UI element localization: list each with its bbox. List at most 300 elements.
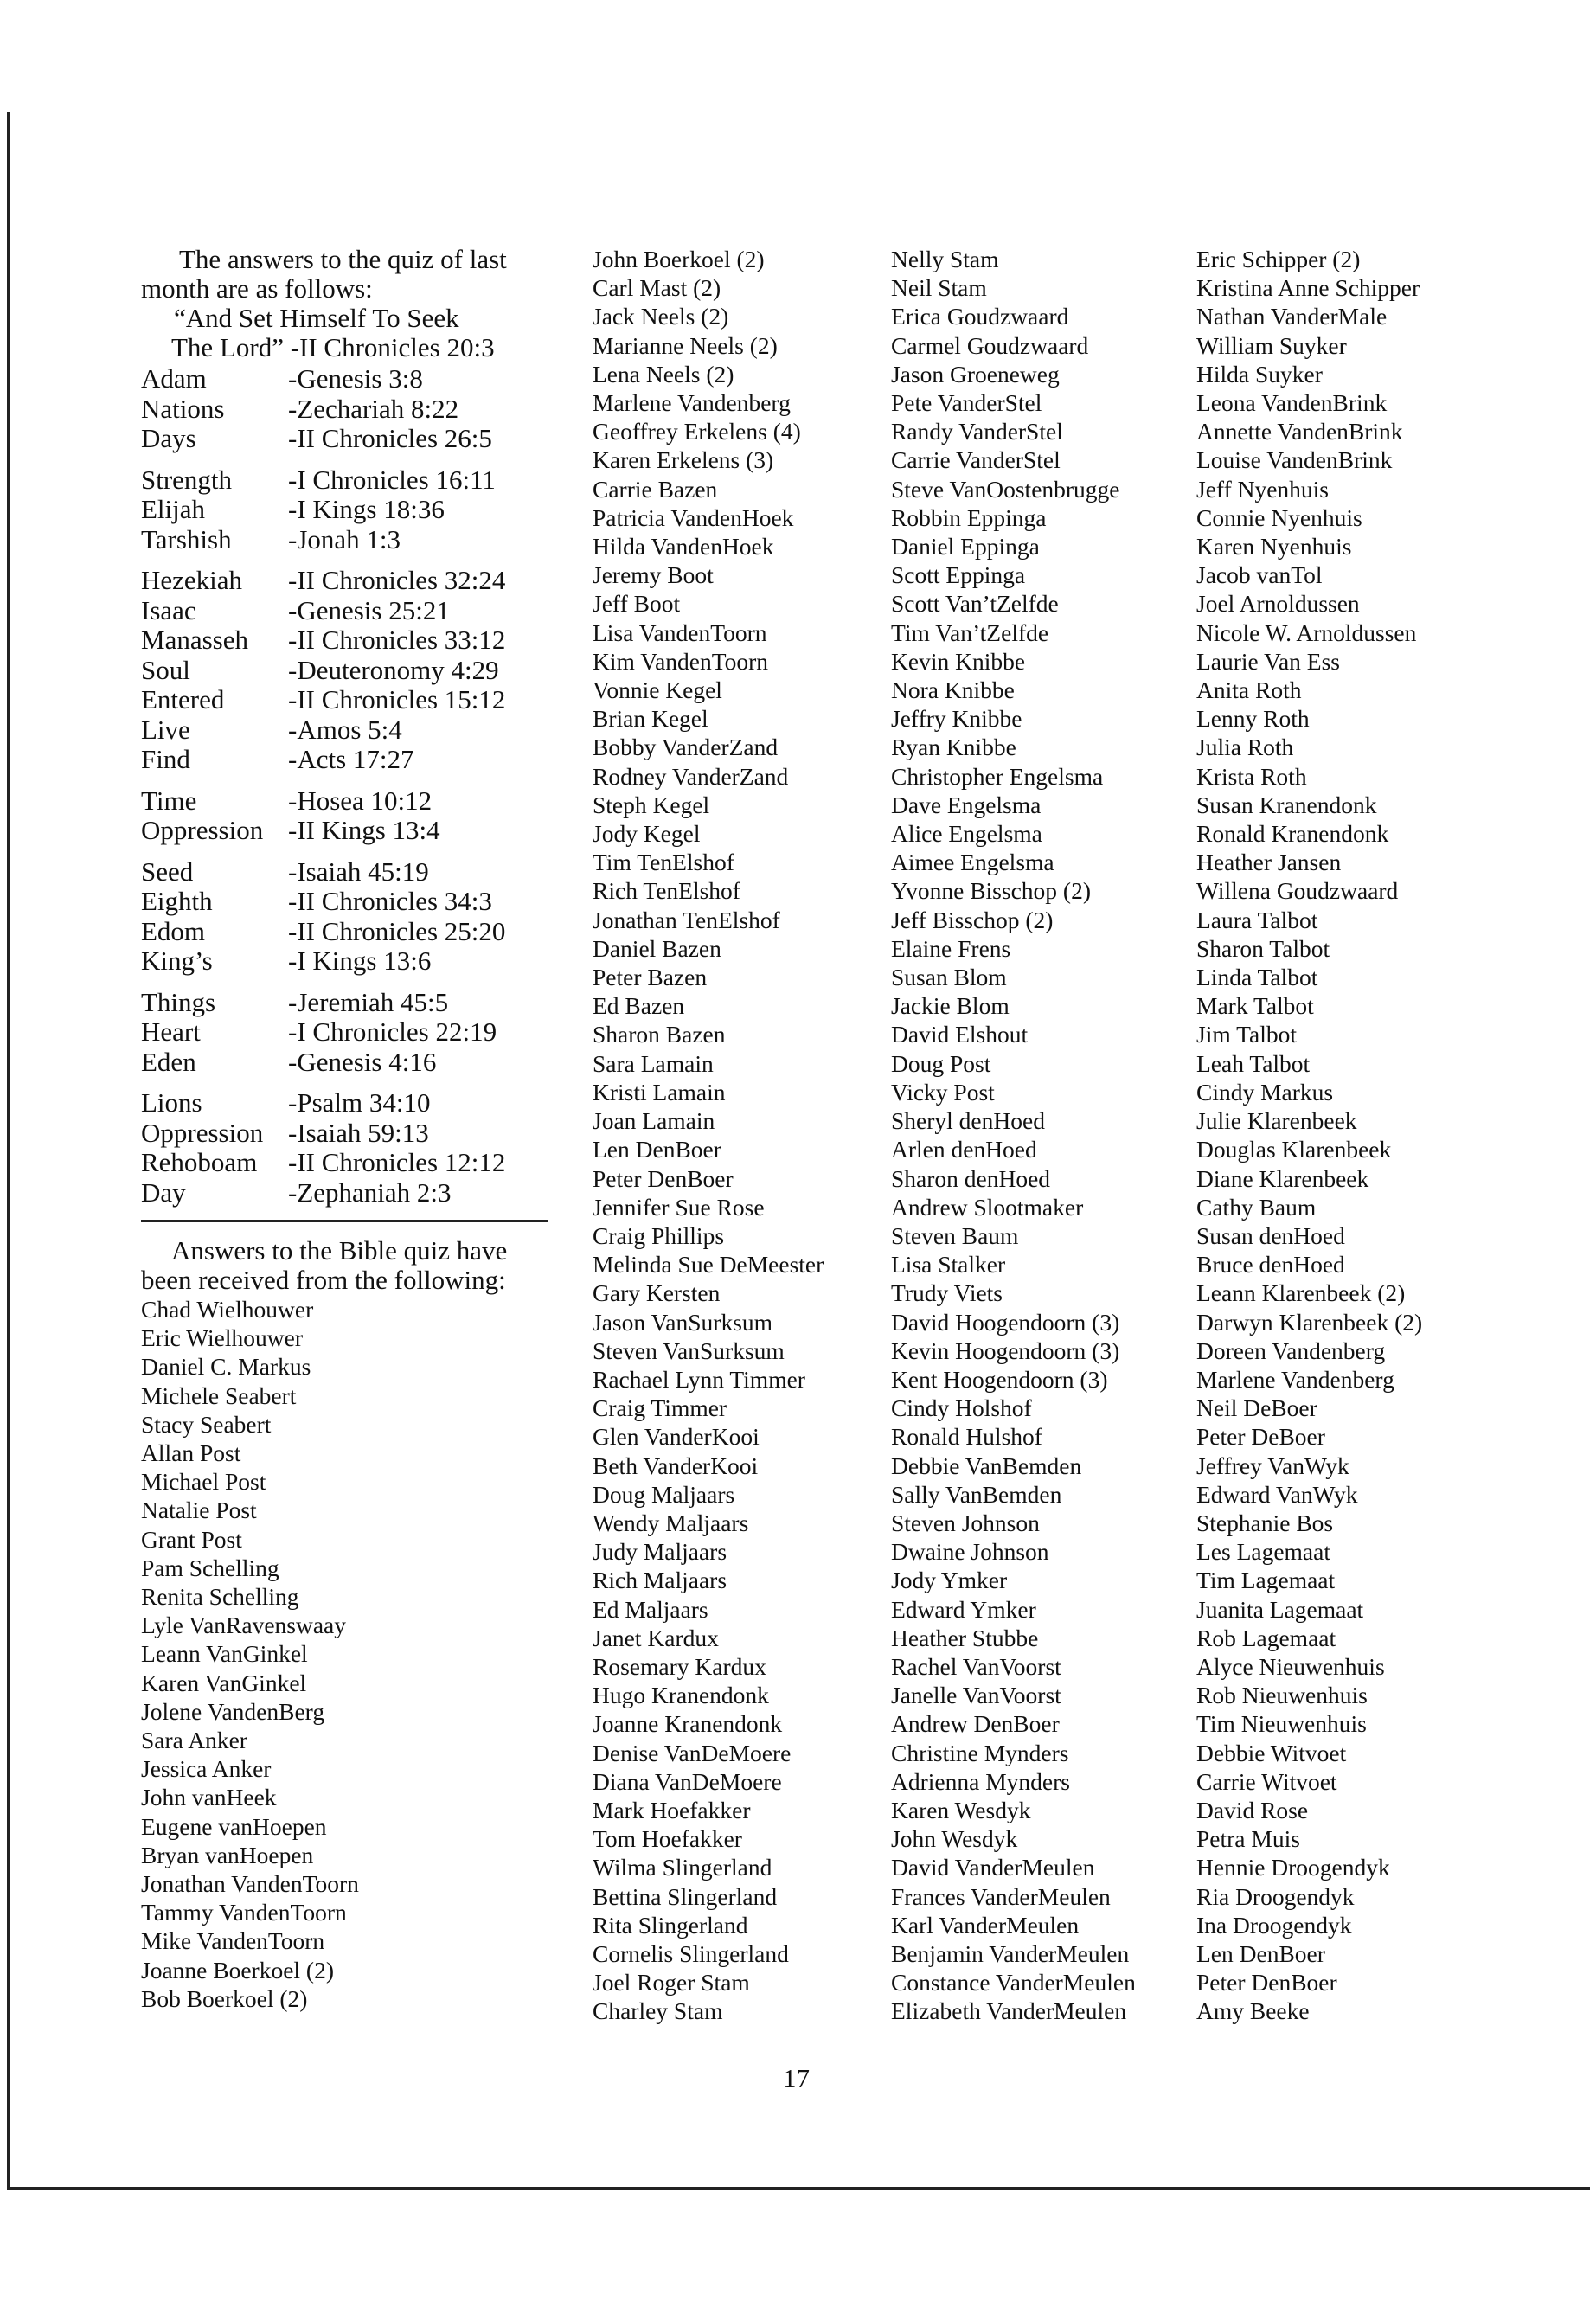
quiz-reference: -Genesis 25:21: [288, 594, 450, 625]
name-entry: Hennie Droogendyk: [1196, 1854, 1390, 1881]
name-entry: Christine Mynders: [891, 1739, 1069, 1766]
name-entry: Eric Schipper (2): [1196, 246, 1361, 272]
quiz-reference: -I Chronicles 16:11: [288, 464, 496, 495]
quiz-intro-line: The answers to the quiz of last: [179, 244, 507, 274]
name-entry: Craig Timmer: [593, 1394, 727, 1422]
name-entry: Len DenBoer: [1196, 1939, 1325, 1967]
name-entry: Mike VandenToorn: [141, 1927, 325, 1955]
name-entry: Erica Goudzwaard: [891, 303, 1069, 330]
name-entry: Ed Bazen: [593, 992, 685, 1020]
quiz-word: Days: [141, 423, 196, 453]
name-entry: Hilda Suyker: [1196, 360, 1323, 388]
name-entry: Rita Slingerland: [593, 1911, 748, 1939]
name-entry: Elaine Frens: [891, 934, 1011, 962]
name-entry: Allan Post: [141, 1439, 241, 1467]
name-entry: Jeff Bisschop (2): [891, 906, 1054, 933]
quiz-group: [141, 786, 556, 846]
name-entry: Laurie Van Ess: [1196, 647, 1340, 675]
name-entry: Charley Stam: [593, 1997, 723, 2025]
name-entry: Bettina Slingerland: [593, 1882, 778, 1910]
quiz-answer-row: [141, 857, 556, 888]
name-entry: Lyle VanRavenswaay: [141, 1612, 346, 1639]
name-entry: Lisa Stalker: [891, 1251, 1006, 1279]
name-entry: Nathan VanderMale: [1196, 303, 1388, 330]
name-entry: Rob Nieuwenhuis: [1196, 1682, 1368, 1709]
name-entry: Carmel Goudzwaard: [891, 331, 1089, 359]
name-entry: Neil DeBoer: [1196, 1394, 1317, 1422]
name-entry: Annette VandenBrink: [1196, 418, 1403, 445]
name-entry: Vicky Post: [891, 1078, 995, 1106]
quiz-word: Rehoboam: [141, 1147, 258, 1177]
name-entry: Christopher Engelsma: [891, 762, 1104, 790]
name-entry: Joan Lamain: [593, 1107, 715, 1135]
name-entry: Andrew DenBoer: [891, 1710, 1060, 1738]
quiz-reference: -Isaiah 59:13: [288, 1117, 429, 1148]
name-entry: Eric Wielhouwer: [141, 1324, 303, 1352]
name-entry: Daniel Bazen: [593, 934, 721, 962]
name-entry: Kristina Anne Schipper: [1196, 274, 1420, 302]
name-entry: Hilda VandenHoek: [593, 533, 774, 561]
quiz-reference: -II Chronicles 25:20: [288, 915, 506, 946]
name-entry: Rachel VanVoorst: [891, 1652, 1061, 1680]
quiz-answer-row: [141, 946, 556, 977]
name-entry: Peter DeBoer: [1196, 1423, 1325, 1451]
name-entry: Karen Erkelens (3): [593, 446, 774, 474]
name-entry: Susan denHoed: [1196, 1221, 1345, 1249]
name-entry: Trudy Viets: [891, 1279, 1003, 1307]
quiz-group: [141, 988, 556, 1078]
name-entry: Doreen Vandenberg: [1196, 1336, 1386, 1364]
name-entry: Joanne Boerkoel (2): [141, 1956, 334, 1984]
name-entry: Sharon Talbot: [1196, 934, 1330, 962]
quiz-reference: -Zechariah 8:22: [288, 393, 459, 424]
name-entry: Adrienna Mynders: [891, 1767, 1070, 1795]
quiz-answer-row: [141, 887, 556, 917]
name-entry: Bruce denHoed: [1196, 1251, 1345, 1279]
quiz-word: Edom: [141, 915, 206, 946]
quiz-reference: -Deuteronomy 4:29: [288, 654, 499, 685]
names-list-col3: [891, 245, 1136, 2026]
quiz-word: Oppression: [141, 815, 264, 845]
quiz-reference: -Hosea 10:12: [288, 785, 433, 816]
name-entry: Randy VanderStel: [891, 418, 1063, 445]
name-entry: Debbie Witvoet: [1196, 1739, 1347, 1766]
name-entry: Willena Goudzwaard: [1196, 877, 1399, 905]
name-entry: Ed Maljaars: [593, 1595, 708, 1623]
name-entry: Tom Hoefakker: [593, 1825, 742, 1853]
name-entry: Grant Post: [141, 1525, 242, 1553]
quiz-reference: -II Chronicles 12:12: [288, 1147, 506, 1177]
name-entry: Sharon Bazen: [593, 1021, 726, 1048]
name-entry: Elizabeth VanderMeulen: [891, 1997, 1127, 2025]
name-entry: Joanne Kranendonk: [593, 1710, 783, 1738]
name-entry: Stacy Seabert: [141, 1410, 272, 1438]
name-entry: Jonathan TenElshof: [593, 906, 780, 933]
name-entry: Ryan Knibbe: [891, 734, 1016, 761]
name-entry: Jason Groeneweg: [891, 360, 1060, 388]
name-entry: Brian Kegel: [593, 705, 708, 733]
quiz-answer-row: [141, 1118, 556, 1149]
name-entry: David VanderMeulen: [891, 1854, 1095, 1881]
name-entry: Sara Lamain: [593, 1049, 714, 1077]
name-entry: Jacob vanTol: [1196, 561, 1323, 589]
name-entry: Renita Schelling: [141, 1583, 299, 1611]
quiz-answer-row: [141, 625, 556, 656]
name-entry: Robbin Eppinga: [891, 503, 1047, 531]
name-entry: David Hoogendoorn (3): [891, 1308, 1120, 1336]
name-entry: Cornelis Slingerland: [593, 1939, 789, 1967]
quiz-word: Entered: [141, 684, 225, 715]
name-entry: Marianne Neels (2): [593, 331, 778, 359]
name-entry: Anita Roth: [1196, 676, 1302, 704]
name-entry: Leann VanGinkel: [141, 1640, 308, 1668]
name-entry: Lenny Roth: [1196, 705, 1310, 733]
quiz-word: Manasseh: [141, 625, 248, 655]
name-entry: Frances VanderMeulen: [891, 1882, 1111, 1910]
name-entry: Jody Kegel: [593, 820, 701, 848]
name-entry: Melinda Sue DeMeester: [593, 1251, 824, 1279]
name-entry: Beth VanderKooi: [593, 1452, 759, 1479]
name-entry: Sara Anker: [141, 1727, 247, 1754]
name-entry: Kevin Knibbe: [891, 647, 1026, 675]
name-entry: Steven Baum: [891, 1221, 1019, 1249]
name-entry: Nicole W. Arnoldussen: [1196, 619, 1417, 646]
name-entry: Patricia VandenHoek: [593, 503, 794, 531]
quiz-reference: -Psalm 34:10: [288, 1087, 431, 1118]
name-entry: David Rose: [1196, 1796, 1309, 1823]
name-entry: Susan Kranendonk: [1196, 791, 1377, 818]
quiz-reference: -II Chronicles 34:3: [288, 886, 492, 916]
name-entry: Steph Kegel: [593, 791, 710, 818]
name-entry: Julie Klarenbeek: [1196, 1107, 1357, 1135]
name-entry: Bryan vanHoepen: [141, 1841, 314, 1868]
name-entry: Lena Neels (2): [593, 360, 734, 388]
page-number: 17: [783, 2063, 810, 2093]
name-entry: Leah Talbot: [1196, 1049, 1311, 1077]
quiz-answer-row: [141, 364, 556, 394]
name-entry: Petra Muis: [1196, 1825, 1300, 1853]
quiz-word: Heart: [141, 1016, 201, 1047]
name-entry: Karl VanderMeulen: [891, 1911, 1080, 1939]
name-entry: Michael Post: [141, 1468, 266, 1496]
name-entry: Diane Klarenbeek: [1196, 1164, 1369, 1192]
name-entry: Ria Droogendyk: [1196, 1882, 1355, 1910]
answers-heading-line: Answers to the Bible quiz have: [171, 1235, 508, 1266]
quiz-intro: [141, 245, 556, 362]
name-entry: Jeff Boot: [593, 590, 681, 618]
name-entry: Jonathan VandenToorn: [141, 1870, 359, 1898]
name-entry: Doug Maljaars: [593, 1480, 735, 1508]
name-entry: Jason VanSurksum: [593, 1308, 773, 1336]
name-entry: Rich Maljaars: [593, 1567, 727, 1594]
name-entry: Nelly Stam: [891, 246, 999, 272]
quiz-answer-row: [141, 715, 556, 746]
name-entry: Linda Talbot: [1196, 964, 1318, 991]
name-entry: Janelle VanVoorst: [891, 1682, 1061, 1709]
name-entry: Juanita Lagemaat: [1196, 1595, 1364, 1623]
quiz-reference: -Jeremiah 45:5: [288, 986, 449, 1017]
name-entry: Steven VanSurksum: [593, 1336, 785, 1364]
name-entry: Janet Kardux: [593, 1624, 719, 1651]
name-entry: Mark Talbot: [1196, 992, 1314, 1020]
name-entry: Yvonne Bisschop (2): [891, 877, 1091, 905]
name-entry: Leona VandenBrink: [1196, 389, 1388, 417]
quiz-word: Things: [141, 986, 216, 1017]
name-entry: Cindy Markus: [1196, 1078, 1334, 1106]
name-entry: Joel Roger Stam: [593, 1969, 750, 1997]
name-entry: Sheryl denHoed: [891, 1107, 1045, 1135]
name-entry: Ronald Hulshof: [891, 1423, 1042, 1451]
name-entry: Marlene Vandenberg: [593, 389, 791, 417]
name-entry: Craig Phillips: [593, 1221, 725, 1249]
quiz-reference: -II Kings 13:4: [288, 815, 440, 845]
name-entry: Daniel Eppinga: [891, 533, 1040, 561]
name-entry: Benjamin VanderMeulen: [891, 1939, 1130, 1967]
name-entry: Neil Stam: [891, 274, 987, 302]
quiz-reference: -I Kings 18:36: [288, 494, 445, 524]
quiz-word: Lions: [141, 1087, 202, 1118]
quiz-answer-list: [141, 364, 556, 1208]
quiz-answer-row: [141, 424, 556, 454]
answers-heading: [141, 1236, 556, 1295]
name-entry: Glen VanderKooi: [593, 1423, 760, 1451]
name-entry: Pete VanderStel: [891, 389, 1042, 417]
name-entry: Bobby VanderZand: [593, 734, 779, 761]
name-entry: William Suyker: [1196, 331, 1347, 359]
quiz-answer-row: [141, 1017, 556, 1048]
name-entry: Dwaine Johnson: [891, 1538, 1049, 1566]
name-entry: Krista Roth: [1196, 762, 1307, 790]
names-list-col2: [593, 245, 824, 2026]
name-entry: Peter DenBoer: [1196, 1969, 1337, 1997]
name-entry: Rachael Lynn Timmer: [593, 1365, 805, 1393]
name-entry: Alyce Nieuwenhuis: [1196, 1652, 1385, 1680]
name-entry: Karen Wesdyk: [891, 1796, 1031, 1823]
quiz-group: [141, 364, 556, 454]
quiz-word: Hezekiah: [141, 565, 243, 595]
name-entry: Louise VandenBrink: [1196, 446, 1393, 474]
name-entry: Natalie Post: [141, 1497, 257, 1524]
quiz-word: Oppression: [141, 1117, 264, 1148]
quiz-answer-row: [141, 745, 556, 775]
name-entry: Laura Talbot: [1196, 906, 1318, 933]
quiz-word: Time: [141, 785, 197, 816]
name-entry: Cathy Baum: [1196, 1193, 1317, 1221]
quiz-group: [141, 857, 556, 977]
name-entry: Lisa VandenToorn: [593, 619, 767, 646]
name-entry: Denise VanDeMoere: [593, 1739, 792, 1766]
quiz-reference: -Genesis 4:16: [288, 1046, 437, 1077]
quiz-answer-row: [141, 596, 556, 626]
quiz-word: Find: [141, 744, 190, 774]
name-entry: Diana VanDeMoere: [593, 1767, 782, 1795]
quiz-reference: -I Kings 13:6: [288, 945, 432, 976]
name-entry: Jeffrey VanWyk: [1196, 1452, 1349, 1479]
quiz-answer-row: [141, 394, 556, 425]
quiz-group: [141, 1088, 556, 1208]
name-entry: Dave Engelsma: [891, 791, 1042, 818]
name-entry: Douglas Klarenbeek: [1196, 1136, 1392, 1163]
quiz-word: King’s: [141, 945, 213, 976]
name-entry: Tim Lagemaat: [1196, 1567, 1336, 1594]
name-entry: Carrie VanderStel: [891, 446, 1061, 474]
quiz-word: Elijah: [141, 494, 206, 524]
name-entry: Wendy Maljaars: [593, 1509, 749, 1536]
name-entry: Steve VanOostenbrugge: [891, 475, 1120, 503]
quiz-word: Seed: [141, 856, 194, 887]
names-list-col1: [141, 1295, 556, 2013]
name-entry: Carrie Bazen: [593, 475, 718, 503]
quiz-reference: -Zephaniah 2:3: [288, 1176, 452, 1208]
name-entry: Kent Hoogendoorn (3): [891, 1365, 1108, 1393]
name-entry: Eugene vanHoepen: [141, 1812, 327, 1840]
name-entry: Michele Seabert: [141, 1381, 297, 1409]
quiz-answer-row: [141, 1048, 556, 1078]
name-entry: Cindy Holshof: [891, 1394, 1032, 1422]
quiz-answer-row: [141, 656, 556, 686]
name-entry: Rich TenElshof: [593, 877, 740, 905]
name-entry: Steven Johnson: [891, 1509, 1040, 1536]
section-divider: [141, 1220, 548, 1222]
name-entry: Jody Ymker: [891, 1567, 1008, 1594]
quiz-reference: -II Chronicles 33:12: [288, 625, 506, 655]
name-entry: Gary Kersten: [593, 1279, 721, 1307]
quiz-answer-row: [141, 685, 556, 715]
name-entry: Stephanie Bos: [1196, 1509, 1334, 1536]
name-entry: Karen Nyenhuis: [1196, 533, 1352, 561]
name-entry: Arlen denHoed: [891, 1136, 1037, 1163]
name-entry: Heather Stubbe: [891, 1624, 1039, 1651]
quiz-word: Day: [141, 1176, 186, 1208]
quiz-reference: -Acts 17:27: [288, 744, 414, 774]
quiz-intro-line: The Lord” -II Chronicles 20:3: [171, 332, 495, 362]
column-quiz-answers: [141, 245, 556, 2013]
name-entry: Marlene Vandenberg: [1196, 1365, 1394, 1393]
name-entry: Scott Eppinga: [891, 561, 1026, 589]
quiz-reference: -II Chronicles 15:12: [288, 684, 506, 715]
name-entry: John Boerkoel (2): [593, 246, 765, 272]
quiz-answer-row: [141, 495, 556, 525]
quiz-reference: -Jonah 1:3: [288, 523, 401, 554]
name-entry: Leann Klarenbeek (2): [1196, 1279, 1406, 1307]
name-entry: Amy Beeke: [1196, 1997, 1310, 2025]
name-entry: Debbie VanBemden: [891, 1452, 1082, 1479]
name-entry: John vanHeek: [141, 1784, 277, 1811]
quiz-reference: -I Chronicles 22:19: [288, 1016, 497, 1047]
quiz-word: Strength: [141, 464, 233, 495]
name-entry: Les Lagemaat: [1196, 1538, 1330, 1566]
scan-border-top: [0, 0, 1596, 112]
quiz-intro-line: “And Set Himself To Seek: [174, 303, 459, 333]
name-entry: Kim VandenToorn: [593, 647, 769, 675]
quiz-word: Adam: [141, 363, 207, 394]
name-entry: Alice Engelsma: [891, 820, 1042, 848]
name-entry: Peter Bazen: [593, 964, 708, 991]
name-entry: Susan Blom: [891, 964, 1007, 991]
quiz-reference: -Amos 5:4: [288, 714, 402, 745]
name-entry: John Wesdyk: [891, 1825, 1018, 1853]
name-entry: Connie Nyenhuis: [1196, 503, 1362, 531]
name-entry: Jeffry Knibbe: [891, 705, 1022, 733]
name-entry: David Elshout: [891, 1021, 1029, 1048]
name-entry: Doug Post: [891, 1049, 991, 1077]
name-entry: Tim TenElshof: [593, 849, 734, 876]
quiz-word: Eighth: [141, 886, 213, 916]
names-list-col4: [1196, 245, 1422, 2026]
name-entry: Tim Van’tZelfde: [891, 619, 1049, 646]
quiz-group: [141, 465, 556, 555]
quiz-answer-row: [141, 988, 556, 1018]
quiz-answer-row: [141, 1088, 556, 1118]
name-entry: Kristi Lamain: [593, 1078, 726, 1106]
quiz-reference: -Genesis 3:8: [288, 363, 423, 394]
quiz-answer-row: [141, 1148, 556, 1178]
name-entry: Jackie Blom: [891, 992, 1010, 1020]
name-entry: Judy Maljaars: [593, 1538, 727, 1566]
quiz-answer-row: [141, 786, 556, 817]
name-entry: Geoffrey Erkelens (4): [593, 418, 801, 445]
quiz-word: Soul: [141, 654, 190, 685]
name-entry: Andrew Slootmaker: [891, 1193, 1084, 1221]
name-entry: Ronald Kranendonk: [1196, 820, 1389, 848]
name-entry: Carrie Witvoet: [1196, 1767, 1337, 1795]
name-entry: Daniel C. Markus: [141, 1353, 311, 1381]
quiz-answer-row: [141, 1178, 556, 1208]
name-entry: Scott Van’tZelfde: [891, 590, 1059, 618]
name-entry: Jeff Nyenhuis: [1196, 475, 1330, 503]
quiz-answer-row: [141, 816, 556, 846]
name-entry: Nora Knibbe: [891, 676, 1015, 704]
quiz-answer-row: [141, 566, 556, 596]
quiz-reference: -Isaiah 45:19: [288, 856, 429, 887]
name-entry: Chad Wielhouwer: [141, 1296, 314, 1323]
quiz-group: [141, 566, 556, 775]
quiz-word: Isaac: [141, 594, 196, 625]
quiz-reference: -II Chronicles 32:24: [288, 565, 506, 595]
name-entry: Sharon denHoed: [891, 1164, 1051, 1192]
name-entry: Heather Jansen: [1196, 849, 1342, 876]
name-entry: Peter DenBoer: [593, 1164, 734, 1192]
name-entry: Tammy VandenToorn: [141, 1899, 347, 1926]
quiz-word: Eden: [141, 1046, 196, 1077]
name-entry: Constance VanderMeulen: [891, 1969, 1136, 1997]
name-entry: Karen VanGinkel: [141, 1669, 307, 1696]
name-entry: Joel Arnoldussen: [1196, 590, 1360, 618]
name-entry: Rob Lagemaat: [1196, 1624, 1336, 1651]
name-entry: Jessica Anker: [141, 1755, 272, 1783]
name-entry: Hugo Kranendonk: [593, 1682, 769, 1709]
scan-border-bottom: [7, 2187, 1590, 2190]
name-entry: Ina Droogendyk: [1196, 1911, 1352, 1939]
name-entry: Jolene VandenBerg: [141, 1697, 325, 1725]
name-entry: Tim Nieuwenhuis: [1196, 1710, 1367, 1738]
name-entry: Edward Ymker: [891, 1595, 1036, 1623]
name-entry: Kevin Hoogendoorn (3): [891, 1336, 1120, 1364]
quiz-answer-row: [141, 525, 556, 555]
name-entry: Bob Boerkoel (2): [141, 1984, 308, 2012]
quiz-word: Live: [141, 714, 190, 745]
name-entry: Carl Mast (2): [593, 274, 721, 302]
name-entry: Pam Schelling: [141, 1554, 279, 1581]
name-entry: Wilma Slingerland: [593, 1854, 772, 1881]
name-entry: Aimee Engelsma: [891, 849, 1054, 876]
name-entry: Jeremy Boot: [593, 561, 714, 589]
name-entry: Edward VanWyk: [1196, 1480, 1358, 1508]
name-entry: Rosemary Kardux: [593, 1652, 766, 1680]
name-entry: Jack Neels (2): [593, 303, 729, 330]
name-entry: Jennifer Sue Rose: [593, 1193, 765, 1221]
name-entry: Len DenBoer: [593, 1136, 721, 1163]
